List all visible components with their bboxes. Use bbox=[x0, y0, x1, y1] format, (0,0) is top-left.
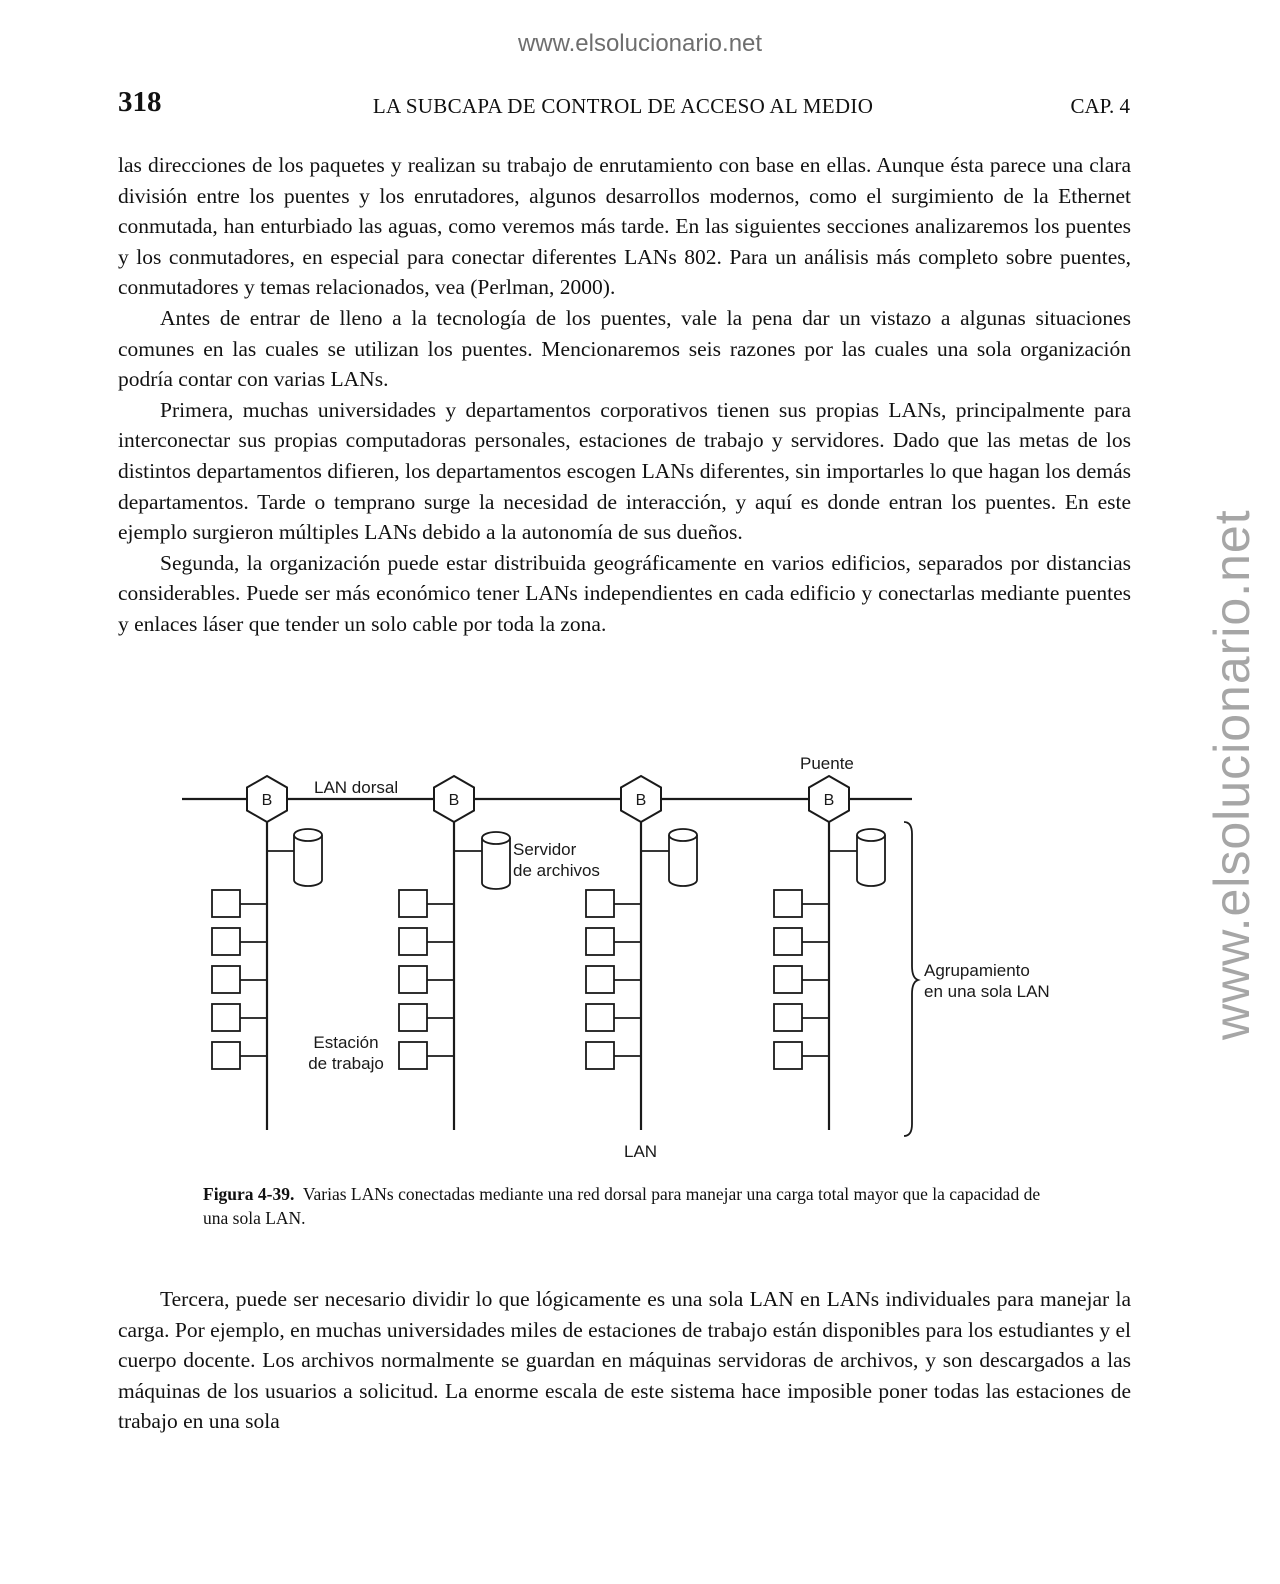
paragraph: Segunda, la organización puede estar distribuida geográficamente en varios edificios, separados por distancias considerables. Puede ser más económico tener LANs independientes en cada edificio y conectarlas mediante puentes y enlaces láser que tender un solo cable por toda la zona. bbox=[118, 550, 1131, 636]
running-head: LA SUBCAPA DE CONTROL DE ACCESO AL MEDIO bbox=[372, 94, 874, 118]
paragraph: las direcciones de los paquetes y realizan su trabajo de enrutamiento con base en ellas. Aunque ésta parece una clara división entre los puentes y los enrutadores, algunos desarrollos modernos, como el surgimiento de la Ethernet conmutada, han enturbiado las aguas, como veremos más tarde. En las siguientes secciones analizaremos los puentes y los conmutadores, en especial para conectar diferentes LANs 802. Para un análisis más completo sobre puentes, conmutadores y temas relacionados, vea (Perlman, 2000). bbox=[118, 153, 1131, 300]
paragraph: Antes de entrar de lleno a la tecnología de los puentes, vale la pena dar un vistazo a algunas situaciones comunes en las cuales se utilizan los puentes. Mencionaremos seis razones por las cuales una sola organización podría contar con varias LANs. bbox=[118, 305, 1131, 392]
grouping-brace bbox=[904, 822, 918, 1136]
body-text-top bbox=[118, 150, 1131, 640]
lan-label: LAN bbox=[624, 1142, 658, 1161]
workstation-icon bbox=[212, 890, 240, 917]
file-server-icon bbox=[454, 832, 510, 889]
workstation-icon bbox=[212, 928, 240, 955]
workstation-icon bbox=[212, 966, 240, 993]
workstation-icon bbox=[586, 928, 614, 955]
workstation-icon bbox=[399, 1042, 427, 1069]
workstation-icon bbox=[774, 966, 802, 993]
workstation-icon bbox=[212, 1004, 240, 1031]
bridge-letter: B bbox=[823, 792, 835, 809]
body-text-bottom bbox=[118, 1284, 1131, 1437]
workstation-icon bbox=[399, 928, 427, 955]
page-number: 318 bbox=[118, 86, 162, 118]
file-server-icon bbox=[641, 829, 697, 886]
grouping-label: Agrupamiento en una sola LAN bbox=[924, 961, 1050, 1001]
workstation-icon bbox=[774, 1042, 802, 1069]
file-server-label: Servidor de archivos bbox=[513, 840, 600, 880]
workstation-icon bbox=[399, 966, 427, 993]
network-diagram bbox=[0, 740, 1280, 1180]
workstation-icon bbox=[586, 1004, 614, 1031]
workstation-label: Estación de trabajo bbox=[308, 1033, 384, 1073]
workstation-icon bbox=[399, 1004, 427, 1031]
watermark-top: www.elsolucionario.net bbox=[517, 30, 763, 57]
bridge-label: Puente bbox=[800, 754, 854, 773]
workstation-icon bbox=[774, 1004, 802, 1031]
workstation-group bbox=[586, 890, 641, 1069]
file-server-icon bbox=[267, 829, 322, 886]
figure-lan-backbone bbox=[0, 740, 1280, 1180]
workstation-icon bbox=[586, 890, 614, 917]
backbone-label: LAN dorsal bbox=[314, 778, 399, 797]
workstation-icon bbox=[586, 966, 614, 993]
workstation-icon bbox=[212, 1042, 240, 1069]
file-server-icon bbox=[829, 829, 885, 886]
workstation-icon bbox=[774, 928, 802, 955]
workstation-icon bbox=[399, 890, 427, 917]
caption-number: Figura 4-39. bbox=[203, 1184, 295, 1204]
figure-caption bbox=[203, 1182, 1063, 1230]
workstation-group bbox=[212, 890, 267, 1069]
bridge-letter: B bbox=[448, 792, 460, 809]
caption-text: Varias LANs conectadas mediante una red dorsal para manejar una carga total mayor que la capacidad de una sola LAN. bbox=[203, 1184, 1041, 1228]
bridge-letter: B bbox=[261, 792, 273, 809]
workstation-icon bbox=[774, 890, 802, 917]
workstation-icon bbox=[586, 1042, 614, 1069]
watermark-side: www.elsolucionario.net bbox=[1204, 509, 1260, 1040]
bridge-letter: B bbox=[635, 792, 647, 809]
workstation-group bbox=[399, 890, 454, 1069]
chapter-label: CAP. 4 bbox=[1070, 94, 1130, 118]
workstation-group bbox=[774, 890, 829, 1069]
paragraph: Tercera, puede ser necesario dividir lo que lógicamente es una sola LAN en LANs individuales para manejar la carga. Por ejemplo, en muchas universidades miles de estaciones de trabajo están disponibles para los estudiantes y el cuerpo docente. Los archivos normalmente se guardan en máquinas servidoras de archivos, y son descargados a las máquinas de los usuarios a solicitud. La enorme escala de este sistema hace imposible poner todas las estaciones de trabajo en una sola bbox=[118, 1287, 1131, 1434]
paragraph: Primera, muchas universidades y departamentos corporativos tienen sus propias LANs, principalmente para interconectar sus propias computadoras personales, estaciones de trabajo y servidores. Dado que las metas de los distintos departamentos difieren, los departamentos escogen LANs diferentes, sin importarles lo que hagan los demás departamentos. Tarde o temprano surge la necesidad de interacción, y aquí es donde entran los puentes. En este ejemplo surgieron múltiples LANs debido a la autonomía de sus dueños. bbox=[118, 397, 1131, 545]
